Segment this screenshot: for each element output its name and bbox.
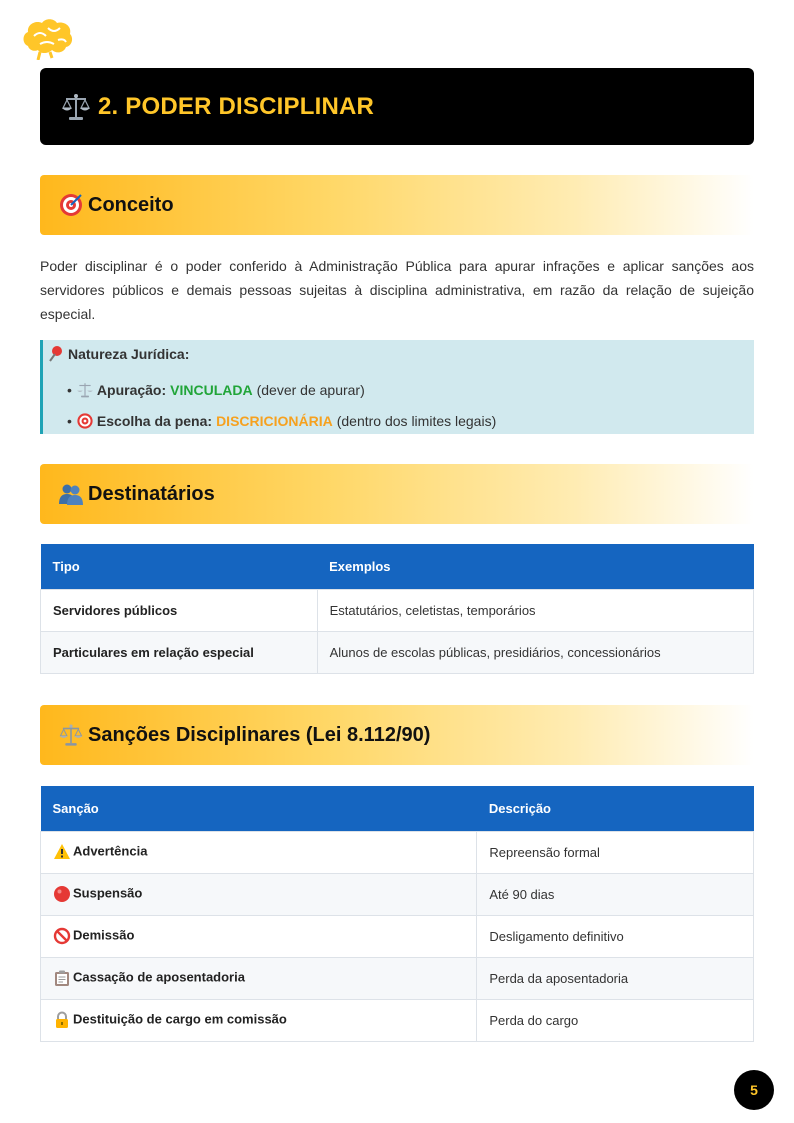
natureza-item-escolha: [67, 412, 496, 430]
section-header-sancoes: [40, 705, 754, 765]
natureza-note: (dever de apurar): [256, 382, 365, 398]
pushpin-icon: [47, 345, 65, 363]
chapter-header: [40, 68, 754, 145]
sancoes-table: [40, 786, 754, 1042]
chapter-title: 2. PODER DISCIPLINAR: [98, 92, 375, 120]
natureza-value: DISCRICIONÁRIA: [216, 413, 333, 429]
natureza-item-apuracao: [67, 381, 365, 399]
tipo-cell: Servidores públicos: [41, 589, 318, 631]
scales-icon: [58, 722, 84, 748]
tipo-cell: Particulares em relação especial: [41, 631, 318, 673]
sancao-cell: [41, 831, 477, 873]
bullet: •: [67, 413, 72, 429]
section-header-conceito: [40, 175, 754, 235]
target-icon: [58, 192, 84, 218]
brain-logo-icon: [20, 16, 74, 60]
sancao-name: Cassação de aposentadoria: [73, 969, 245, 985]
section-title-conceito: Conceito: [88, 193, 174, 216]
exemplos-cell: Alunos de escolas públicas, presidiários, concessionários: [317, 631, 753, 673]
descricao-cell: Repreensão formal: [477, 831, 754, 873]
sancao-name: Advertência: [73, 843, 148, 859]
section-header-destinatarios: [40, 464, 754, 524]
table-row: [41, 999, 754, 1041]
natureza-label: Apuração:: [96, 382, 167, 398]
sancao-cell: [41, 957, 477, 999]
natureza-title: Natureza Jurídica:: [68, 346, 190, 362]
sancao-cell: [41, 873, 477, 915]
natureza-label: Escolha da pena:: [96, 413, 213, 429]
descricao-cell: Perda da aposentadoria: [477, 957, 754, 999]
table-row: [41, 631, 754, 673]
page-number: 5: [734, 1070, 774, 1110]
section-title-sancoes: Sanções Disciplinares (Lei 8.112/90): [88, 723, 431, 746]
sancao-cell: [41, 915, 477, 957]
column-header: Descrição: [477, 786, 754, 831]
descricao-cell: Perda do cargo: [477, 999, 754, 1041]
exemplos-cell: Estatutários, celetistas, temporários: [317, 589, 753, 631]
prohibited-icon: [53, 927, 71, 945]
scales-icon: [76, 381, 94, 399]
natureza-note: (dentro dos limites legais): [336, 413, 497, 429]
scales-icon: [60, 91, 92, 123]
red-circle-icon: [53, 885, 71, 903]
table-row: [41, 831, 754, 873]
table-row: [41, 873, 754, 915]
sancao-cell: [41, 999, 477, 1041]
target-icon: [76, 412, 94, 430]
sancao-name: Destituição de cargo em comissão: [73, 1011, 287, 1027]
natureza-value: VINCULADA: [170, 382, 253, 398]
warning-icon: [53, 843, 71, 861]
column-header: Sanção: [41, 786, 477, 831]
descricao-cell: Até 90 dias: [477, 873, 754, 915]
clipboard-icon: [53, 969, 71, 987]
destinatarios-table: [40, 544, 754, 674]
section-title-destinatarios: Destinatários: [88, 482, 215, 505]
bullet: •: [67, 382, 72, 398]
table-row: [41, 589, 754, 631]
people-icon: [58, 481, 84, 507]
conceito-paragraph: Poder disciplinar é o poder conferido à Administração Pública para apurar infrações e aplicar sanções aos servidores públicos e demais pessoas sujeitas à disciplina administrativa, em razão da relação de sujeição especial.: [40, 258, 754, 322]
natureza-juridica-box: [40, 340, 754, 434]
table-row: [41, 915, 754, 957]
sancao-name: Demissão: [73, 927, 135, 943]
table-header-row: [41, 544, 754, 589]
table-header-row: [41, 786, 754, 831]
lock-icon: [53, 1011, 71, 1029]
table-row: [41, 957, 754, 999]
column-header: Tipo: [41, 544, 318, 589]
column-header: Exemplos: [317, 544, 753, 589]
descricao-cell: Desligamento definitivo: [477, 915, 754, 957]
sancao-name: Suspensão: [73, 885, 143, 901]
